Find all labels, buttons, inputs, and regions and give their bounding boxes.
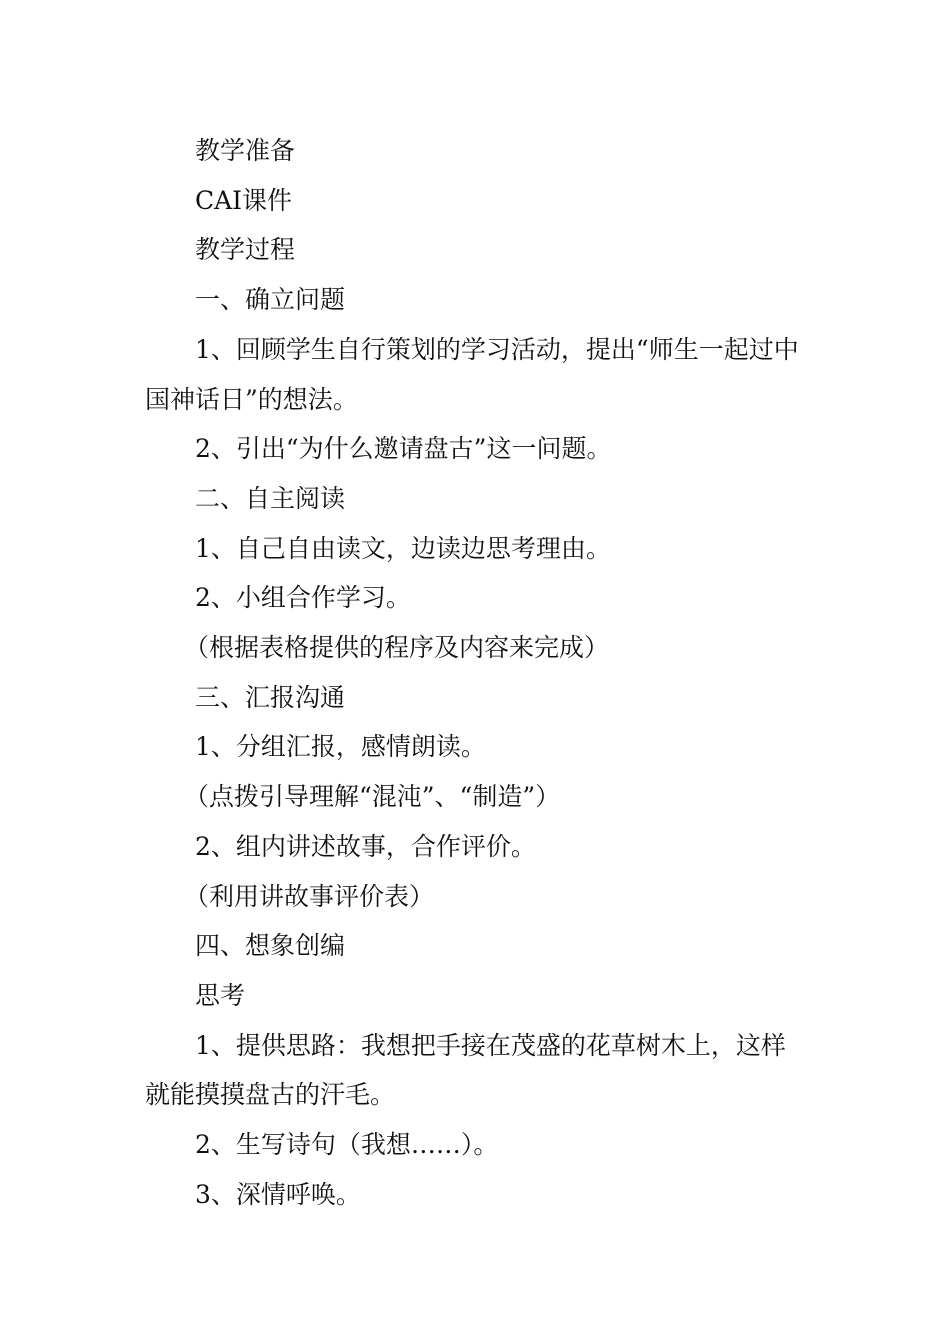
section-heading-4: 四、想象创编	[195, 931, 346, 961]
paragraph-note: （点拨引导理解“混沌”、“制造”）	[184, 782, 561, 812]
paragraph-item: 1、回顾学生自行策划的学习活动，提出“师生一起过中国神话日”的想法。	[145, 334, 799, 414]
section-heading-2: 二、自主阅读	[195, 483, 346, 513]
section-heading-preparation: 教学准备	[195, 136, 296, 165]
document-body	[145, 126, 809, 1219]
section-heading-1: 一、确立问题	[195, 285, 346, 315]
section-heading-3: 三、汇报沟通	[195, 682, 346, 712]
paragraph-think: 思考	[195, 980, 246, 1010]
paragraph-cai: CAI课件	[195, 185, 293, 215]
section-heading-process: 教学过程	[195, 235, 296, 265]
paragraph-item: 2、生写诗句（我想……）。	[195, 1130, 499, 1160]
paragraph-item: 2、小组合作学习。	[195, 583, 411, 613]
paragraph-item: 1、自己自由读文，边读边思考理由。	[195, 533, 611, 563]
paragraph-item: 3、深情呼唤。	[195, 1179, 361, 1209]
paragraph-note: （利用讲故事评价表）	[184, 881, 435, 911]
paragraph-item: 2、组内讲述故事，合作评价。	[195, 831, 536, 861]
paragraph-note: （根据表格提供的程序及内容来完成）	[184, 633, 610, 663]
paragraph-item: 1、提供思路：我想把手接在茂盛的花草树木上，这样就能摸摸盘古的汗毛。	[145, 1030, 786, 1110]
paragraph-item: 1、分组汇报，感情朗读。	[195, 732, 486, 762]
paragraph-item: 2、引出“为什么邀请盘古”这一问题。	[195, 434, 612, 464]
